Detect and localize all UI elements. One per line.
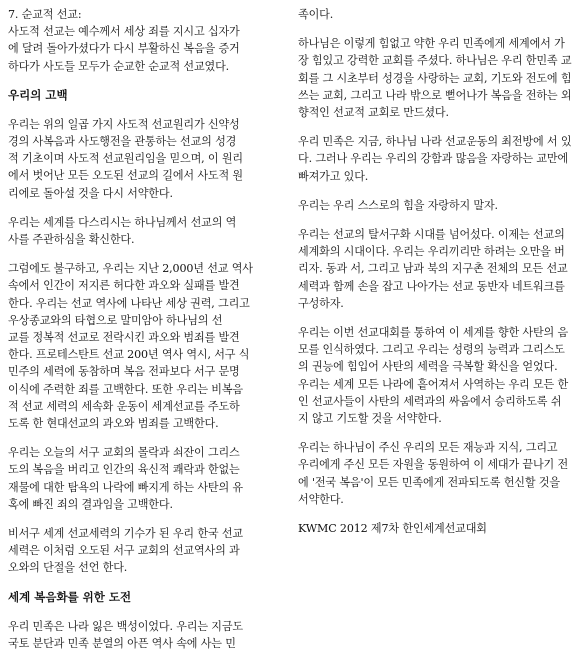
right-paragraph-6: 우리는 이번 선교대회를 통하여 이 세계를 향한 사탄의 음 모를 인식하였다. 그리고 우리는 성령의 능력과 그리스도 의 권능에 힘입어 사탄의 세력을 극복할 확신을 얻었다. 우리는 세계 모든 나라에 흩어져서 사역하는 우리 모든 한 인 선교사들이 사탄의 세력과의 싸움에서 승리하도록 쉬 지 않고 기도할 것을 서약한다. bbox=[298, 326, 569, 426]
evangelization-heading: 세계 복음화를 위한 도전 bbox=[8, 589, 132, 604]
confession-paragraph-5: 비서구 세계 선교세력의 기수가 된 우리 한국 선교 세력은 이처럼 오도된 서구 교회의 선교역사의 과 오와의 단절을 선언 한다. bbox=[8, 527, 243, 575]
right-column bbox=[298, 6, 574, 549]
right-paragraph-5: 우리는 선교의 탈서구화 시대를 넘어섰다. 이제는 선교의 세계화의 시대이다. 우리는 우리끼리만 하려는 오만을 버 리자. 동과 서, 그리고 남과 북의 지구촌 전체의 모든 선교 세력과 함께 손을 잡고 나아가는 선교 동반자 네트워크를 구성하자. bbox=[298, 228, 568, 310]
confession-paragraph-2: 우리는 세계를 다스리시는 하나님께서 선교의 역 사를 주관하심을 확신한다. bbox=[8, 215, 237, 247]
item-7-text: 사도적 선교는 예수께서 세상 죄를 지시고 십자가 에 달려 돌아가셨다가 다시 부활하신 복음을 증거 하다가 사도들 모두가 순교한 순교적 선교였다. bbox=[8, 25, 240, 73]
confession-paragraph-1: 우리는 위의 일곱 가지 사도적 선교원리가 신약성 경의 사복음과 사도행전을 관통하는 선교의 성경 적 기초이며 사도적 선교원리임을 믿으며, 이 원리 에서 벗어난 모든 오도된 선교의 길에서 사도적 원 리에로 돌아설 것을 다시 서약한다. bbox=[8, 117, 243, 200]
left-column bbox=[8, 6, 284, 664]
evangelization-paragraph: 우리 민족은 나라 잃은 백성이었다. 우리는 지금도 국토 분단과 민족 분열의 아픈 역사 속에 사는 민 bbox=[8, 619, 243, 650]
right-paragraph-7: 우리는 하나님이 주신 우리의 모든 재능과 지식, 그리고 우리에게 주신 모든 자원을 동원하여 이 세대가 끝나기 전 에 '전국 복음'이 모든 민족에게 전파되도록 헌신할 것을 서약한다. bbox=[298, 441, 569, 506]
item-7-heading: 7. 순교적 선교: bbox=[8, 8, 82, 21]
item-7-paragraph bbox=[8, 6, 284, 75]
right-paragraph-4: 우리는 우리 스스로의 힘을 자랑하지 말자. bbox=[298, 198, 498, 212]
right-paragraph-2: 하나님은 이렇게 힘없고 약한 우리 민족에게 세계에서 가 장 힘있고 강력한 교회를 주셨다. 하나님은 우리 한민족 교 회를 그 시초부터 성경을 사랑하는 교회, 기도와 전도에 힘 쓰는 교회, 그리고 나라 밖으로 뻗어나가 복음을 전하는 외 향적인 선교적 교회로 만드셨다. bbox=[298, 37, 572, 120]
conference-signature: KWMC 2012 제7차 한인세계선교대회 bbox=[298, 522, 487, 536]
right-paragraph-1: 족이다. bbox=[298, 8, 334, 21]
right-paragraph-3: 우리 민족은 지금, 하나님 나라 선교운동의 최전방에 서 있 다. 그러나 우리는 우리의 강함과 많음을 자랑하는 교만에 빠져가고 있다. bbox=[298, 135, 572, 183]
confession-paragraph-4: 우리는 오늘의 서구 교회의 몰락과 쇠잔이 그리스 도의 복음을 버리고 인간의 육신적 쾌락과 한없는 재물에 대한 탐욕의 나락에 빠지게 하는 사탄의 유 혹에 빠진 죄의 결과임을 고백한다. bbox=[8, 446, 243, 511]
confession-paragraph-3: 그럼에도 불구하고, 우리는 지난 2,000년 선교 역사 속에서 인간이 저지른 허다한 과오와 실패를 발견 한다. 우리는 선교 역사에 나타난 세상 권력, 그리고 우상종교와의 타협으로 말미암아 하나님의 선 교를 정복적 선교로 전락시킨 과오와 범죄를 발견 한다. 프로테스탄트 선교 200년 역사 역시, 서구 식 민주의 세력에 동참하며 복음 전파보다 서구 문명 이식에 주력한 죄를 고백한다. 또한 우리는 비복음 적 선교 세력의 세속화 운동이 세계선교를 주도하 도록 한 현대선교의 과오와 범죄를 고백한다. bbox=[8, 262, 253, 431]
confession-heading: 우리의 고백 bbox=[8, 87, 68, 102]
